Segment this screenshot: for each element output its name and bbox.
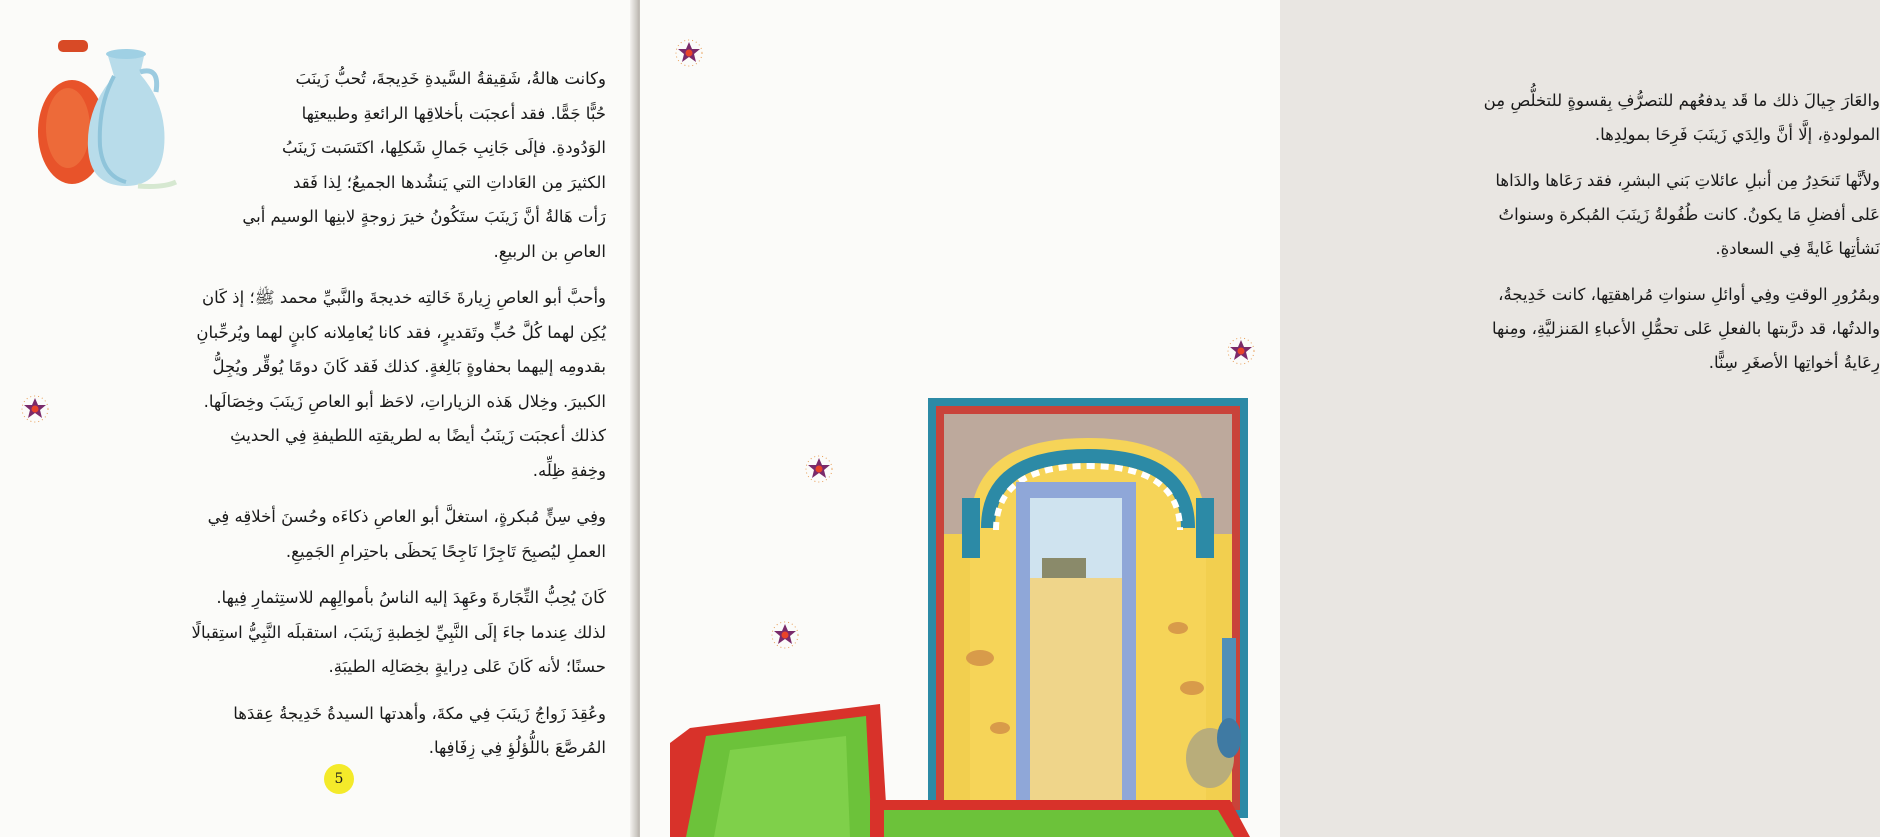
- text-line: والدتُها، قد درَّبتها بالفعلِ عَلى تحمُّلِ الأعباءِ المَنزليَّةِ، ومِنها: [1491, 319, 1880, 338]
- text-line: ولأنَّها تَنحَدِرُ مِن أنبلِ عائلاتِ بَني البشرِ، فقد رَعَاها والدَاها: [1495, 171, 1880, 190]
- paragraph: [1340, 278, 1880, 380]
- text-line: بقدومِه إليهما بحفاوةٍ بَالِغةٍ. كذلك فَقد كَانَ دومًا يُوقِّر ويُجِلُّ: [212, 357, 606, 376]
- text-line: وأحبَّ أبو العاصِ زِيارةَ خَالتِه خديجةَ والنَّبيِّ محمد ﷺ؛ إذ كَان: [202, 288, 606, 307]
- paragraph: [1340, 84, 1880, 152]
- text-line: العملِ ليُصبِحَ تَاجِرًا نَاجِحًا يَحظَى باحتِرامِ الجَمِيعِ.: [285, 541, 606, 561]
- paragraph: [86, 697, 606, 766]
- left-page: [0, 0, 636, 837]
- star-ornament-icon: [674, 38, 704, 68]
- paragraph: [86, 581, 606, 685]
- right-page: [640, 0, 1880, 837]
- paragraph: [86, 500, 606, 569]
- text-line: الوَدُودةِ. فإلَى جَانِبِ جَمالِ شَكلِها، اكتَسَبت زَينَبُ: [281, 138, 606, 157]
- text-line: عَلى أفضلِ مَا يكونُ. كانت طُفُولةُ زَينَبَ المُبكرة وسنواتُ: [1498, 205, 1880, 224]
- text-line: يُكِن لهما كُلَّ حُبٍّ وتَقديرٍ، فقد كانا يُعامِلانه كابنٍ لهما ويُرحِّبانِ: [196, 322, 606, 342]
- text-line: الكبيرَ. وخِلال هَذه الزياراتِ، لاحَظ أبو العاصِ زَينَبَ وخِصَالَها.: [203, 391, 606, 411]
- text-line: وعُقِدَ زَواجُ زَينَبَ فِي مكةَ، وأهدتها السيدةُ خَدِيجةُ عِقدَها: [233, 703, 606, 723]
- text-line: وفِي سِنٍّ مُبكرةٍ، استغلَّ أبو العاصِ ذكاءَه وحُسنَ أخلاقِه فِي: [207, 507, 606, 526]
- page-number: 5: [324, 764, 354, 794]
- text-line: المُرصَّعَ باللُّؤلُؤِ فِي زِفَافِها.: [428, 738, 606, 757]
- right-page-text: [1340, 84, 1880, 392]
- text-line: لذلك عِندما جاءَ إلَى النَّبِيِّ لخِطبةِ زَينَبَ، استقبلَه النَّبِيُّ استِقبالًا: [191, 622, 606, 642]
- text-line: نَشأتِها غَايةً فِي السعادةِ.: [1715, 239, 1880, 258]
- paragraph: [1340, 164, 1880, 266]
- text-line: حُبًّا جَمًّا. فقد أعجبَت بأخلاقِها الرائعةِ وطبيعتِها: [301, 103, 606, 123]
- text-line: رَأت هَالةُ أنَّ زَينَبَ ستَكُونُ خيرَ زوجةٍ لابنِها الوسيم أبي: [242, 207, 606, 226]
- paragraph: [86, 281, 606, 488]
- text-line: والعَارَ جِيالَ ذلك ما قَد يدفعُهم للتصرُّفِ بِقسوةٍ للتخلُّصِ مِن: [1483, 91, 1880, 110]
- doorway-illustration: [670, 398, 1250, 837]
- text-line: المولودةِ، إلَّا أنَّ والِدَي زَينَبَ فَرِحَا بمولِدِها.: [1594, 125, 1880, 144]
- text-line: كذلك أعجبَت زَينَبُ أيضًا به لطريقتِه اللطيفةِ فِي الحديثِ: [230, 426, 606, 445]
- text-line: العاصِ بن الربيعِ.: [493, 241, 606, 261]
- text-line: حسنًا؛ لأنه كَانَ عَلى دِرايةٍ بخِصَالِه الطيبَةِ.: [328, 657, 606, 676]
- star-ornament-icon: [20, 394, 50, 424]
- text-line: رِعَايةُ أخواتِها الأصغَرِ سِنًّا.: [1708, 353, 1880, 372]
- text-line: وكانت هالةُ، شَقِيقةُ السَّيدةِ خَدِيجةَ، تُحبُّ زَينَبَ: [295, 69, 606, 88]
- text-line: الكثيرَ مِن العَاداتِ التي يَنشُدها الجميعُ؛ لِذا فَقد: [293, 172, 606, 192]
- text-line: كَانَ يُحِبُّ التِّجَارةَ وعَهِدَ إليه الناسُ بأموالِهِم للاستِثمارِ فِيها.: [216, 588, 606, 607]
- left-page-text: [86, 62, 606, 778]
- paragraph: [86, 62, 606, 269]
- text-line: وبمُرُورِ الوقتِ وفِي أوائلِ سنواتِ مُراهقتِها، كانت خَدِيجةُ،: [1498, 285, 1880, 304]
- text-line: وخِفةِ ظِلِّه.: [532, 460, 606, 480]
- star-ornament-icon: [1226, 336, 1256, 366]
